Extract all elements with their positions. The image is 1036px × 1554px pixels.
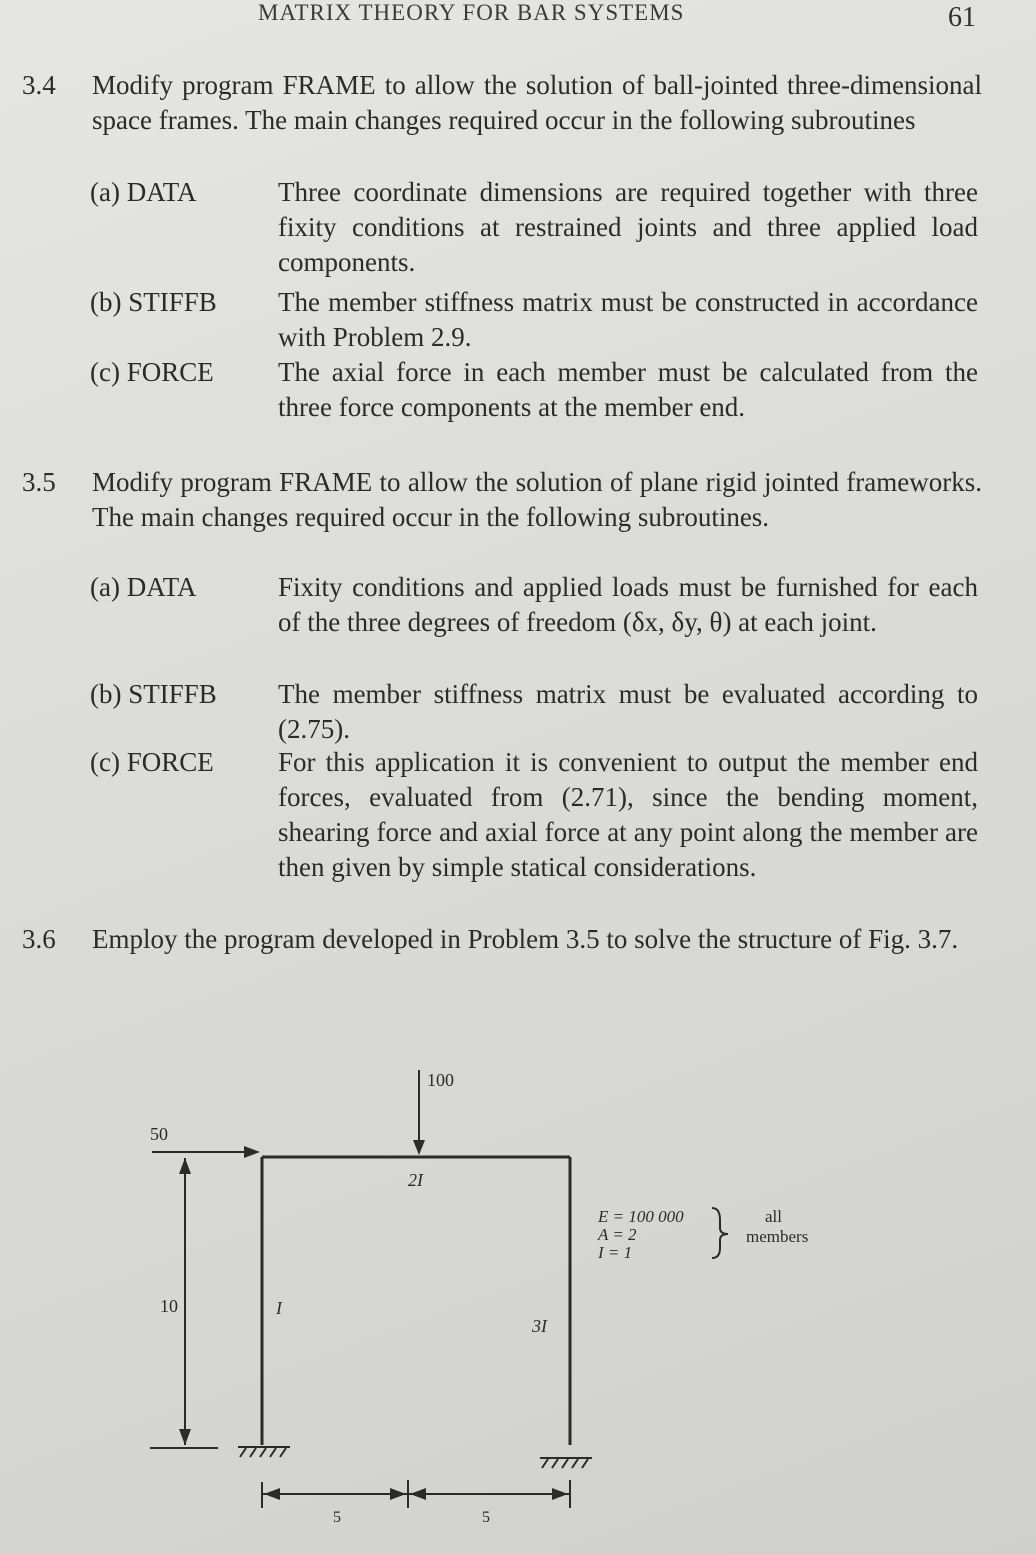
right-support-hatch bbox=[540, 1458, 592, 1468]
problem-3-5-item-a bbox=[90, 570, 990, 675]
item-label: (c) FORCE bbox=[90, 747, 214, 777]
page-header bbox=[0, 0, 1036, 40]
props-note-2: members bbox=[746, 1227, 809, 1246]
horizontal-load-arrowhead bbox=[244, 1146, 260, 1158]
problem-text: Modify program FRAME to allow the solution of ball-jointed three-dimensional space frames. The main changes required occur in the following subroutines bbox=[92, 70, 982, 135]
problem-number: 3.6 bbox=[22, 924, 56, 954]
top-member-label: 2I bbox=[408, 1170, 423, 1190]
left-support-hatch bbox=[238, 1447, 290, 1457]
item-text: The member stiffness matrix must be evaluated according to (2.75). bbox=[278, 679, 978, 744]
height-value: 10 bbox=[160, 1296, 178, 1316]
vertical-load-value: 100 bbox=[427, 1070, 454, 1090]
height-arrow-top bbox=[179, 1158, 191, 1174]
span-right-value: 5 bbox=[482, 1509, 490, 1526]
problem-3-5-item-c bbox=[90, 745, 990, 920]
item-label: (c) FORCE bbox=[90, 357, 214, 387]
span-left-value: 5 bbox=[333, 1509, 341, 1526]
prop-i: I = 1 bbox=[598, 1243, 633, 1262]
item-text: The member stiffness matrix must be constructed in accordance with Problem 2.9. bbox=[278, 287, 978, 352]
prop-a: A = 2 bbox=[598, 1225, 637, 1244]
item-text: Fixity conditions and applied loads must be furnished for each of the three degrees of freedom (δx, δy, θ) at each joint. bbox=[278, 572, 978, 637]
problem-number: 3.5 bbox=[22, 467, 56, 497]
item-label: (a) DATA bbox=[90, 572, 197, 602]
span-arrow-2 bbox=[390, 1488, 406, 1500]
item-text: Three coordinate dimensions are required together with three fixity conditions at restrained joints and three applied load components. bbox=[278, 177, 978, 277]
height-arrow-bottom bbox=[179, 1429, 191, 1445]
problem-3-6 bbox=[22, 922, 992, 992]
problem-3-4-item-b bbox=[90, 285, 990, 355]
problem-3-5 bbox=[22, 465, 992, 570]
right-member-label: 3I bbox=[532, 1316, 547, 1336]
problem-text: Modify program FRAME to allow the solution of plane rigid jointed frameworks. The main changes required occur in the following subroutines. bbox=[92, 467, 982, 532]
item-text: The axial force in each member must be calculated from the three force components at the member end. bbox=[278, 357, 978, 422]
props-brace bbox=[712, 1208, 728, 1258]
span-arrow-1 bbox=[264, 1488, 280, 1500]
prop-e: E = 100 000 bbox=[598, 1207, 684, 1226]
frame-diagram bbox=[140, 1060, 860, 1530]
span-arrow-3 bbox=[410, 1488, 426, 1500]
frame-figure bbox=[140, 1060, 860, 1530]
problem-number: 3.4 bbox=[22, 70, 56, 100]
item-label: (a) DATA bbox=[90, 177, 197, 207]
horizontal-load-value: 50 bbox=[150, 1124, 168, 1144]
problem-3-4-item-a bbox=[90, 175, 990, 280]
running-head: MATRIX THEORY FOR BAR SYSTEMS bbox=[258, 0, 685, 25]
span-arrow-4 bbox=[552, 1488, 568, 1500]
problem-3-4 bbox=[22, 68, 992, 173]
item-label: (b) STIFFB bbox=[90, 287, 217, 317]
left-member-label: I bbox=[276, 1298, 282, 1318]
problem-3-5-item-b bbox=[90, 677, 990, 747]
vertical-load-arrowhead bbox=[413, 1140, 425, 1155]
item-label: (b) STIFFB bbox=[90, 679, 217, 709]
problem-3-4-item-c bbox=[90, 355, 990, 460]
props-note-1: all bbox=[765, 1207, 782, 1226]
page-number: 61 bbox=[948, 2, 976, 33]
item-text: For this application it is convenient to output the member end forces, evaluated from (2.71), since the bending moment, shearing force and axial force at any point along the member are then given by simple statical considerations. bbox=[278, 747, 978, 882]
problem-text: Employ the program developed in Problem 3.5 to solve the structure of Fig. 3.7. bbox=[92, 924, 959, 954]
